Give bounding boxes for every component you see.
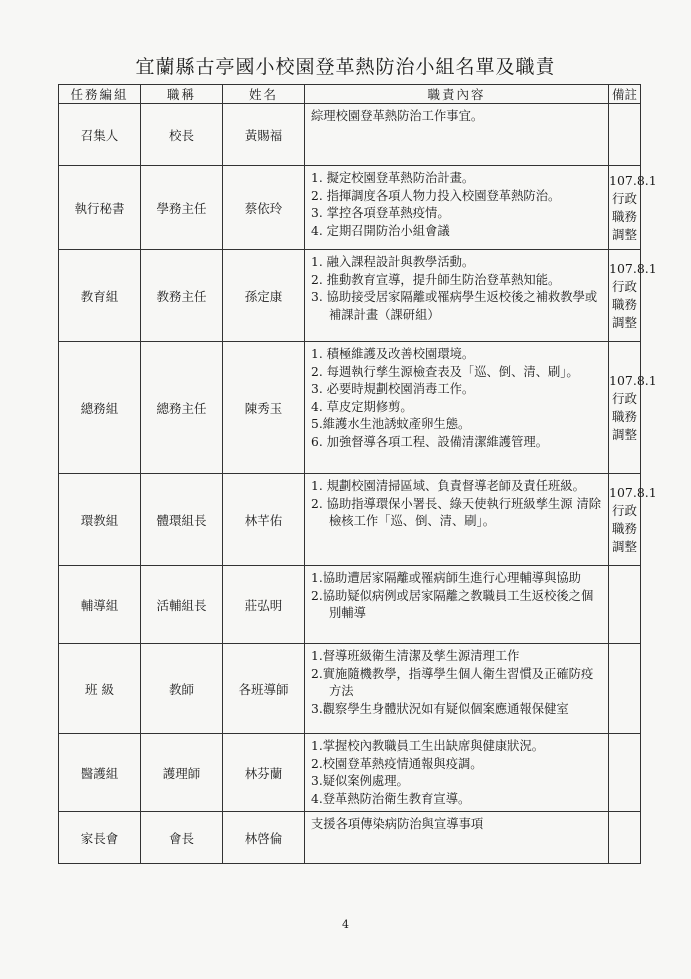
duty-item: 4. 定期召開防治小組會議 <box>311 223 450 238</box>
duty-text: 綜理校園登革熱防治工作事宜。 <box>311 109 484 123</box>
duty-item: 1.協助遭居家隔離或罹病師生進行心理輔導與協助 <box>311 571 581 585</box>
duty-item: 2. 協助指導環保小署長、綠天使執行班級孳生源 清除檢核工作「巡、倒、清、刷」。 <box>311 496 602 528</box>
group-cell: 召集人 <box>59 104 141 166</box>
duty-item: 1. 規劃校園清掃區域、負責督導老師及責任班級。 <box>311 479 585 493</box>
duty-item: 3.疑似案例處理。 <box>311 774 409 788</box>
duty-list <box>311 254 604 324</box>
role-cell: 學務主任 <box>141 166 223 250</box>
note-cell <box>609 812 641 864</box>
duties-cell <box>305 644 609 734</box>
duties-cell <box>305 342 609 474</box>
name-cell: 林芬蘭 <box>223 734 305 812</box>
note-cell: 107.8.1行政職務調整 <box>609 474 641 566</box>
header-name: 姓名 <box>223 85 305 104</box>
duty-list <box>311 478 604 531</box>
name-cell: 林芊佑 <box>223 474 305 566</box>
duty-item: 1. 擬定校園登革熱防治計畫。 <box>311 171 475 185</box>
duty-item: 2.協助疑似病例或居家隔離之教職員工生返校後之個別輔導 <box>311 588 594 620</box>
name-cell: 陳秀玉 <box>223 342 305 474</box>
table-row <box>59 474 641 566</box>
table-row <box>59 644 641 734</box>
duties-cell <box>305 166 609 250</box>
duties-cell <box>305 474 609 566</box>
name-cell: 孫定康 <box>223 250 305 342</box>
duties-cell <box>305 812 609 864</box>
group-cell: 總務組 <box>59 342 141 474</box>
duty-list <box>311 170 604 240</box>
duty-item: 4. 草皮定期修剪。 <box>311 399 413 414</box>
table-row <box>59 734 641 812</box>
role-cell: 總務主任 <box>141 342 223 474</box>
table-row <box>59 566 641 644</box>
duties-cell <box>305 250 609 342</box>
header-note: 備註 <box>609 85 641 104</box>
duty-item: 3. 協助接受居家隔離或罹病學生返校後之補救教學或補課計畫（課研組） <box>311 290 598 322</box>
group-cell: 家長會 <box>59 812 141 864</box>
duty-item: 3. 必要時規劃校園消毒工作。 <box>311 382 475 396</box>
duty-list <box>311 648 604 718</box>
duties-cell <box>305 104 609 166</box>
duty-item: 3.觀察學生身體狀況如有疑似個案應通報保健室 <box>311 701 569 716</box>
table-header-row <box>59 85 641 104</box>
group-cell: 輔導組 <box>59 566 141 644</box>
note-cell <box>609 104 641 166</box>
group-cell: 班 級 <box>59 644 141 734</box>
duty-item: 2. 每週執行孳生源檢查表及「巡、倒、清、刷」。 <box>311 364 579 379</box>
group-cell: 教育組 <box>59 250 141 342</box>
note-cell: 107.8.1行政職務調整 <box>609 166 641 250</box>
page-title: 宜蘭縣古亭國小校園登革熱防治小組名單及職責 <box>135 56 556 78</box>
name-cell: 莊弘明 <box>223 566 305 644</box>
role-cell: 會長 <box>141 812 223 864</box>
table-row <box>59 812 641 864</box>
note-cell <box>609 734 641 812</box>
roster-table <box>58 84 657 864</box>
duty-list <box>311 738 604 808</box>
note-cell <box>609 566 641 644</box>
table-row <box>59 250 641 342</box>
duty-item: 2. 指揮調度各項人物力投入校園登革熱防治。 <box>311 188 561 203</box>
page-number: 4 <box>342 918 349 931</box>
table-row <box>59 104 641 166</box>
duty-item: 2. 推動教育宣導，提升師生防治登革熱知能。 <box>311 272 561 287</box>
duty-item: 1. 積極維護及改善校園環境。 <box>311 347 475 361</box>
table-row <box>59 166 641 250</box>
duty-text: 支援各項傳染病防治與宣導事項 <box>311 817 484 831</box>
duty-item: 1.督導班級衛生清潔及孳生源清理工作 <box>311 649 520 663</box>
duty-item: 6. 加強督導各項工程、設備清潔維護管理。 <box>311 434 548 449</box>
note-cell <box>609 644 641 734</box>
duties-cell <box>305 566 609 644</box>
note-cell: 107.8.1行政職務調整 <box>609 250 641 342</box>
duties-cell <box>305 734 609 812</box>
role-cell: 教務主任 <box>141 250 223 342</box>
name-cell: 林啓倫 <box>223 812 305 864</box>
header-group: 任務編組 <box>59 85 141 104</box>
header-role: 職稱 <box>141 85 223 104</box>
duty-item: 3. 掌控各項登革熱疫情。 <box>311 206 450 220</box>
duty-list <box>311 570 604 623</box>
group-cell: 環教組 <box>59 474 141 566</box>
name-cell: 黃賜福 <box>223 104 305 166</box>
role-cell: 護理師 <box>141 734 223 812</box>
duty-item: 5.維護水生池誘蚊產卵生態。 <box>311 417 471 431</box>
duty-item: 1. 融入課程設計與教學活動。 <box>311 255 475 269</box>
group-cell: 醫護組 <box>59 734 141 812</box>
table-row <box>59 342 641 474</box>
duty-item: 2.校園登革熱疫情通報與疫調。 <box>311 756 483 771</box>
duty-item: 1.掌握校內教職員工生出缺席與健康狀況。 <box>311 739 545 753</box>
name-cell: 各班導師 <box>223 644 305 734</box>
role-cell: 體環組長 <box>141 474 223 566</box>
duty-list <box>311 346 604 451</box>
role-cell: 校長 <box>141 104 223 166</box>
role-cell: 活輔組長 <box>141 566 223 644</box>
duty-item: 4.登革熱防治衛生教育宣導。 <box>311 791 471 806</box>
group-cell: 執行秘書 <box>59 166 141 250</box>
name-cell: 蔡依玲 <box>223 166 305 250</box>
note-cell: 107.8.1行政職務調整 <box>609 342 641 474</box>
role-cell: 教師 <box>141 644 223 734</box>
duty-item: 2.實施隨機教學，指導學生個人衛生習慣及正確防疫方法 <box>311 666 594 698</box>
header-duties: 職責內容 <box>305 85 609 104</box>
